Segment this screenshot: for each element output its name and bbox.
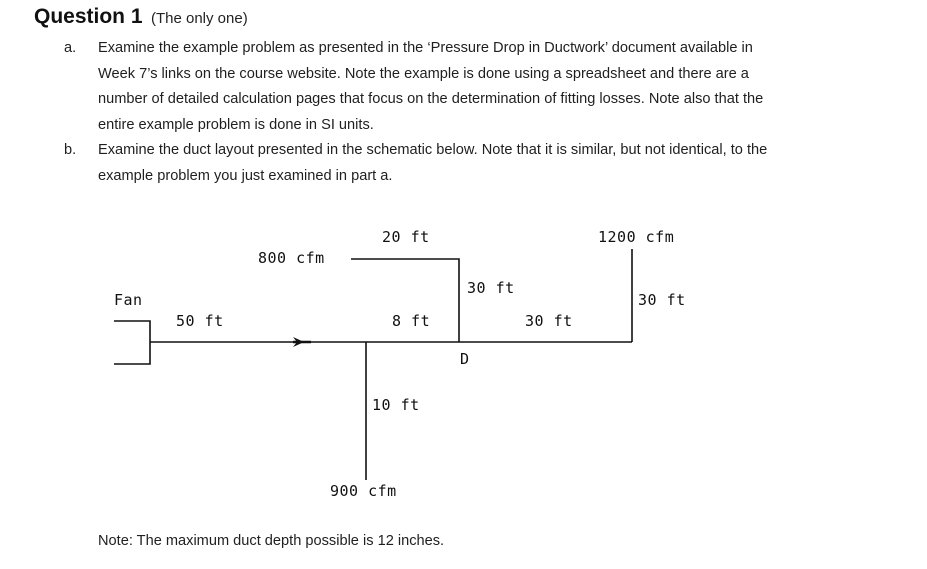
item-a-line: entire example problem is done in SI units. [98,116,374,133]
question-subtitle: (The only one) [150,10,248,27]
item-b-marker: b. [64,142,77,158]
right-riser-length: 30 ft [638,291,686,309]
flow-arrow-icon [293,337,311,347]
fan-icon [114,321,150,364]
upper-riser-length: 30 ft [467,279,515,297]
run-to-right-length: 30 ft [525,312,573,330]
fan-label: Fan [114,291,143,309]
duct-depth-note: Note: The maximum duct depth possible is 12 inches. [98,533,445,549]
segment-8ft-label: 8 ft [392,312,431,330]
right-flow-label: 1200 cfm [598,228,675,246]
branch-length-label: 10 ft [372,396,420,414]
item-a-line: Week 7’s links on the course website. Note the example is done using a spreadsheet and there are a [98,65,749,82]
upper-flow-label: 800 cfm [258,249,325,267]
item-b-line: example problem you just examined in part a. [98,167,393,184]
item-b-line: Examine the duct layout presented in the schematic below. Note that it is similar, but not identical, to the [98,142,768,158]
main-run-length: 50 ft [176,312,224,330]
item-a-marker: a. [64,40,77,56]
branch-flow-label: 900 cfm [330,482,397,500]
question-title: Question 1 [34,5,143,28]
item-a-line: number of detailed calculation pages that focus on the determination of fitting losses. Note also that the [98,91,764,107]
point-d-label: D [460,350,470,368]
item-a-line: Examine the example problem as presented in the ‘Pressure Drop in Ductwork’ document available in [98,40,753,56]
upper-top-length: 20 ft [382,228,430,246]
